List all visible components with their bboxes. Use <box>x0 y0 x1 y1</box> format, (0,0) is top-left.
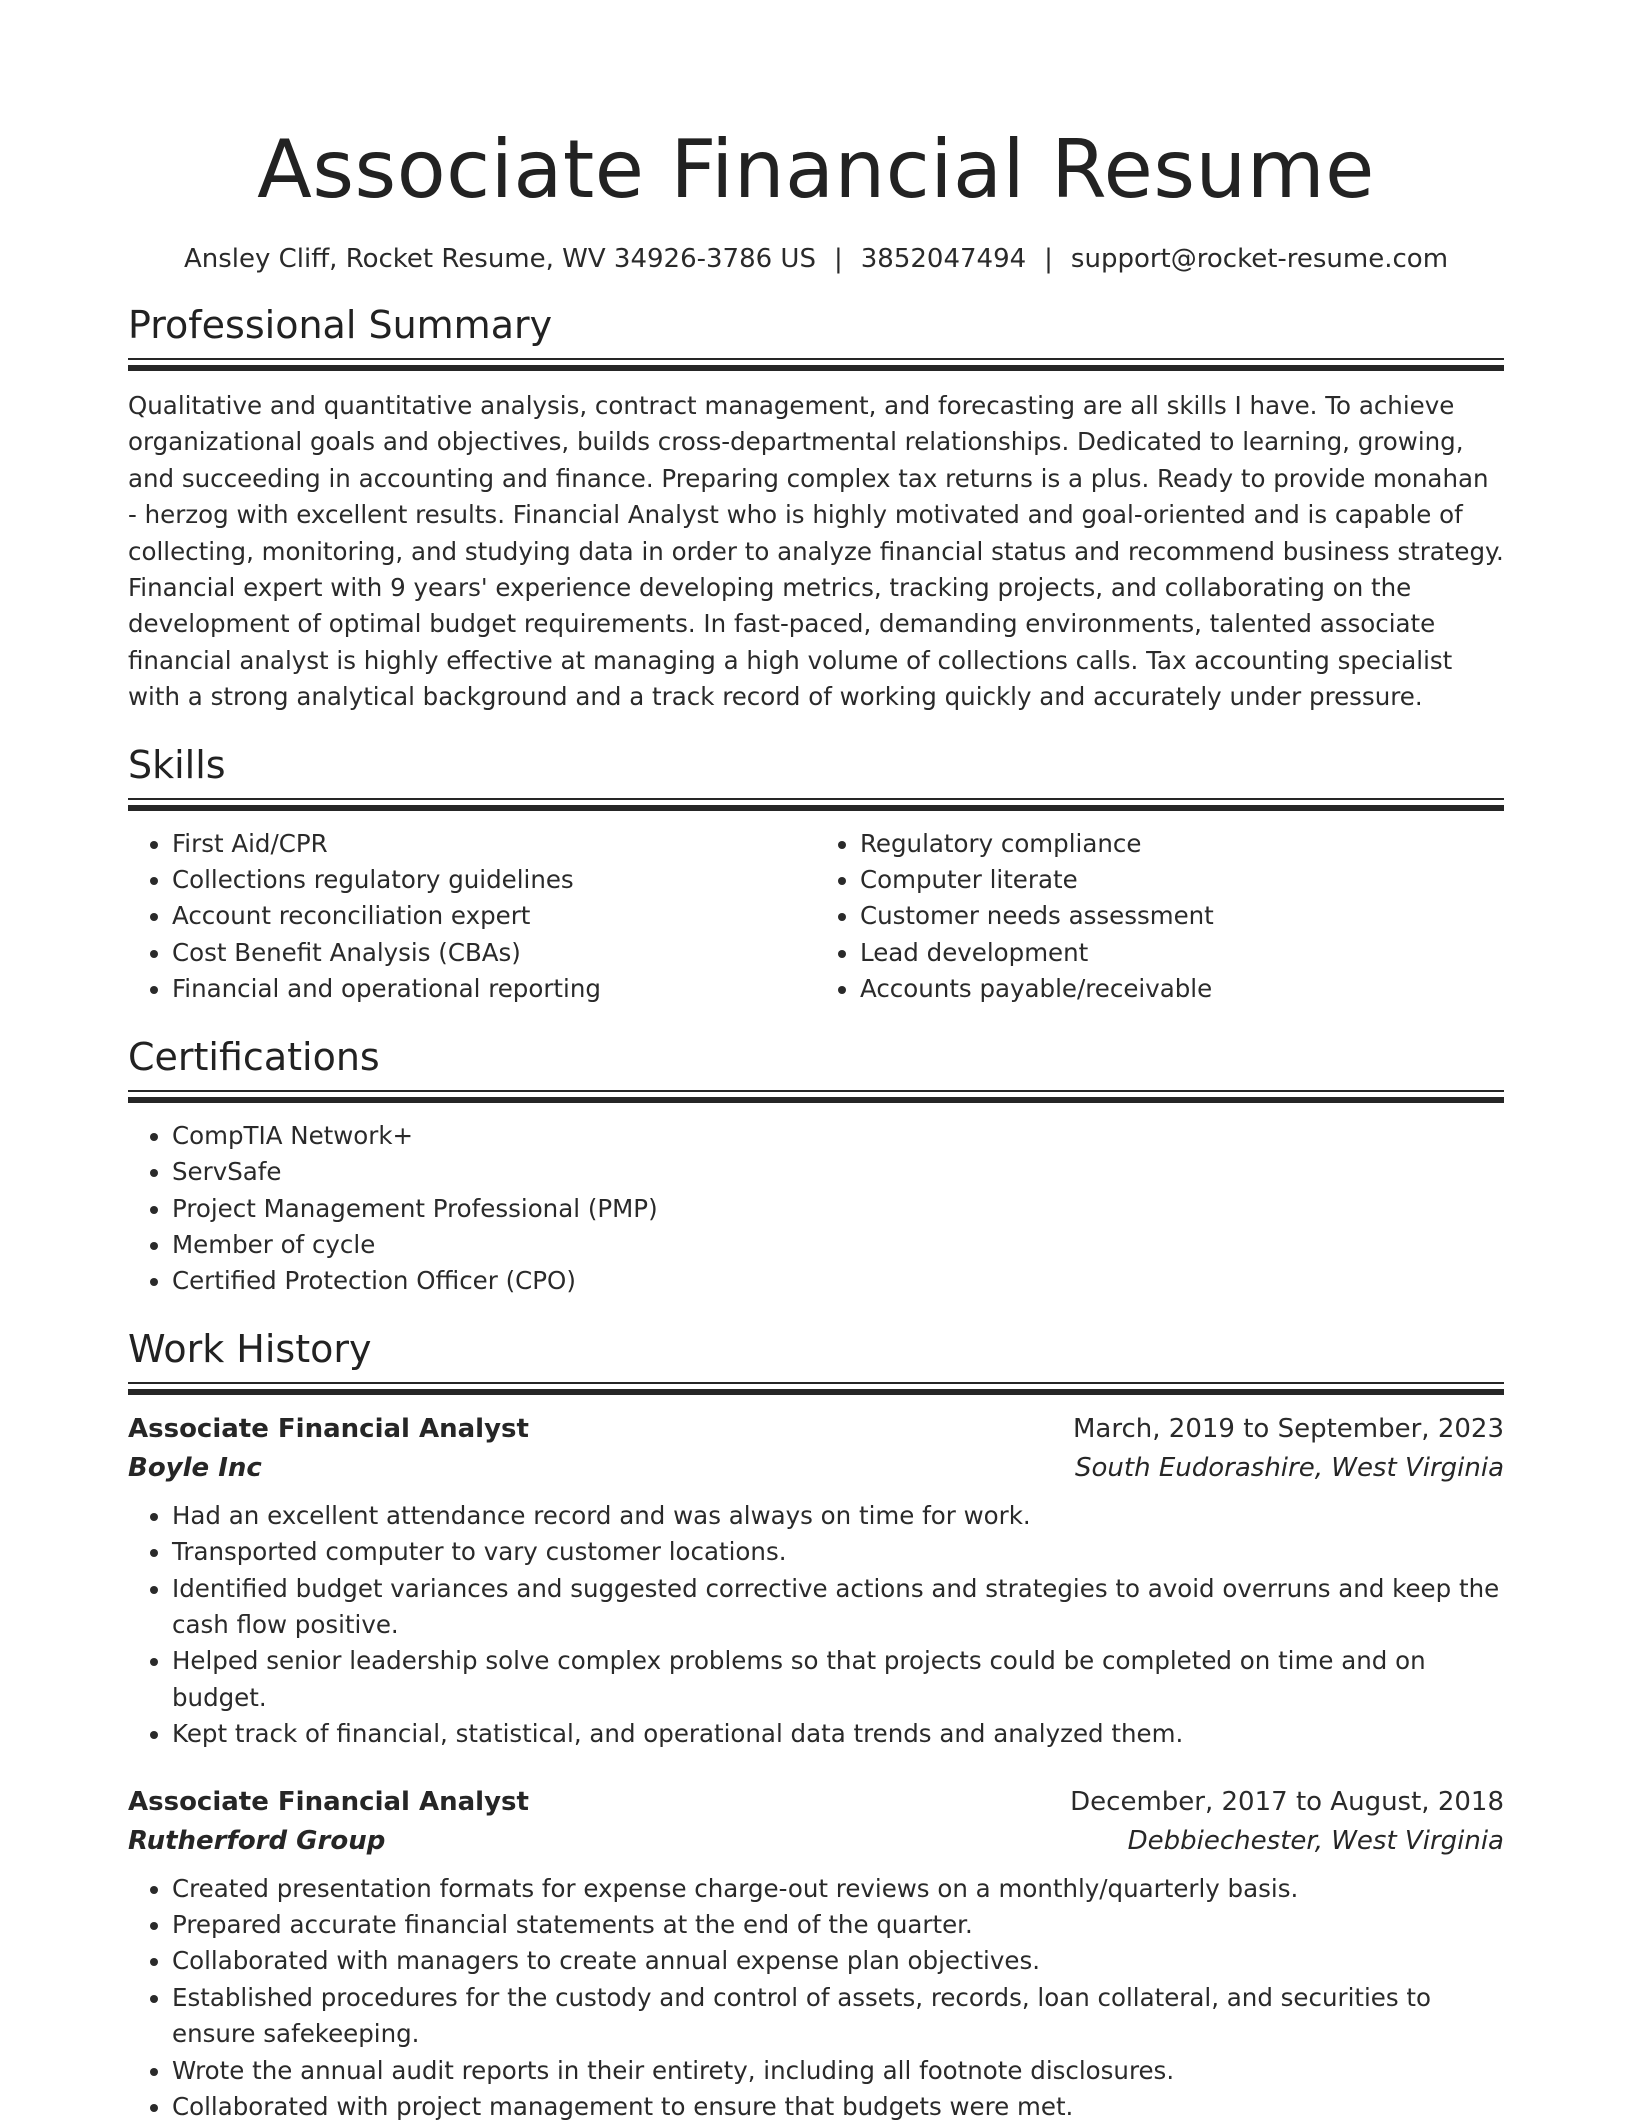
job-location: Debbiechester, West Virginia <box>1127 1825 1504 1856</box>
skills-heading: Skills <box>128 742 226 787</box>
skill-item: • Financial and operational reporting <box>172 971 816 1007</box>
job-duty: • Prepared accurate financial statements at the end of the quarter. <box>172 1907 1504 1943</box>
section-divider <box>128 358 1504 372</box>
job-entry <box>128 1783 1504 2125</box>
work-history-section <box>128 1326 1504 2125</box>
job-entry <box>128 1410 1504 1753</box>
job-duties <box>128 1498 1504 1753</box>
certification-item: • Project Management Professional (PMP) <box>172 1191 1504 1227</box>
job-subheader <box>128 1821 1504 1861</box>
job-duty: • Wrote the annual audit reports in their entirety, including all footnote disclosures. <box>172 2053 1504 2089</box>
certifications-heading: Certifications <box>128 1034 380 1079</box>
skill-item: • Computer literate <box>860 862 1504 898</box>
skills-column-left <box>128 826 816 1008</box>
job-dates: March, 2019 to September, 2023 <box>1073 1413 1504 1444</box>
certification-item: • CompTIA Network+ <box>172 1118 1504 1154</box>
job-header <box>128 1410 1504 1448</box>
skill-item: • Account reconciliation expert <box>172 898 816 934</box>
job-company: Boyle Inc <box>128 1452 262 1483</box>
contact-address: Ansley Cliff, Rocket Resume, WV 34926-3786 US <box>183 244 816 274</box>
contact-email: support@rocket-resume.com <box>1070 244 1449 274</box>
job-dates: December, 2017 to August, 2018 <box>1070 1786 1504 1817</box>
job-duty: • Had an excellent attendance record and was always on time for work. <box>172 1498 1504 1534</box>
skill-item: • Lead development <box>860 935 1504 971</box>
job-location: South Eudorashire, West Virginia <box>1075 1452 1504 1483</box>
contact-phone: 3852047494 <box>860 244 1027 274</box>
section-divider <box>128 1090 1504 1104</box>
certifications-list <box>128 1118 1504 1300</box>
job-title: Associate Financial Analyst <box>128 1786 529 1817</box>
job-duty: • Identified budget variances and suggested corrective actions and strategies to avoid overruns and keep the cash flow positive. <box>172 1571 1504 1644</box>
certification-item: • Certified Protection Officer (CPO) <box>172 1263 1504 1299</box>
job-duties <box>128 1871 1504 2125</box>
resume-page <box>128 0 1504 2125</box>
skills-section <box>128 742 1504 1008</box>
skill-item: • Collections regulatory guidelines <box>172 862 816 898</box>
work-history-heading: Work History <box>128 1326 372 1371</box>
summary-text: Qualitative and quantitative analysis, contract management, and forecasting are all skills I have. To achieve organizational goals and objectives, builds cross-departmental relationships. Dedicated to learning, growing, and succeeding in accounting and finance. Preparing complex tax returns is a plus. Ready to provide monahan - herzog with excellent results. Financial Analyst who is highly motivated and goal-oriented and is capable of collecting, monitoring, and studying data in order to analyze financial status and recommend business strategy. Financial expert with 9 years' experience developing metrics, tracking projects, and collaborating on the development of optimal budget requirements. In fast-paced, demanding environments, talented associate financial analyst is highly effective at managing a high volume of collections calls. Tax accounting specialist with a strong analytical background and a track record of working quickly and accurately under pressure. <box>128 391 1504 712</box>
contact-line <box>128 242 1504 276</box>
job-duty: • Collaborated with project management to ensure that budgets were met. <box>172 2089 1504 2125</box>
job-subheader <box>128 1448 1504 1488</box>
job-duty: • Kept track of financial, statistical, and operational data trends and analyzed them. <box>172 1716 1504 1752</box>
job-duty: • Created presentation formats for expense charge-out reviews on a monthly/quarterly basis. <box>172 1871 1504 1907</box>
summary-section <box>128 302 1504 716</box>
certification-item: • Member of cycle <box>172 1227 1504 1263</box>
job-company: Rutherford Group <box>128 1825 386 1856</box>
job-title: Associate Financial Analyst <box>128 1413 529 1444</box>
contact-separator: | <box>833 244 843 274</box>
job-duty: • Transported computer to vary customer locations. <box>172 1534 1504 1570</box>
section-divider <box>128 1382 1504 1396</box>
skill-item: • Regulatory compliance <box>860 826 1504 862</box>
summary-heading: Professional Summary <box>128 303 553 347</box>
job-duty: • Established procedures for the custody and control of assets, records, loan collateral, and securities to ensure safekeeping. <box>172 1980 1504 2053</box>
skills-column-right <box>816 826 1504 1008</box>
page-title: Associate Financial Resume <box>257 123 1375 216</box>
job-duty: • Helped senior leadership solve complex problems so that projects could be completed on time and on budget. <box>172 1643 1504 1716</box>
certification-item: • ServSafe <box>172 1154 1504 1190</box>
job-duty: • Collaborated with managers to create annual expense plan objectives. <box>172 1943 1504 1979</box>
job-header <box>128 1783 1504 1821</box>
skill-item: • Accounts payable/receivable <box>860 971 1504 1007</box>
section-divider <box>128 798 1504 812</box>
contact-separator: | <box>1044 244 1053 274</box>
skill-item: • Customer needs assessment <box>860 898 1504 934</box>
skills-list <box>128 826 1504 1008</box>
skill-item: • Cost Benefit Analysis (CBAs) <box>172 935 816 971</box>
skill-item: • First Aid/CPR <box>172 826 816 862</box>
certifications-section <box>128 1034 1504 1300</box>
